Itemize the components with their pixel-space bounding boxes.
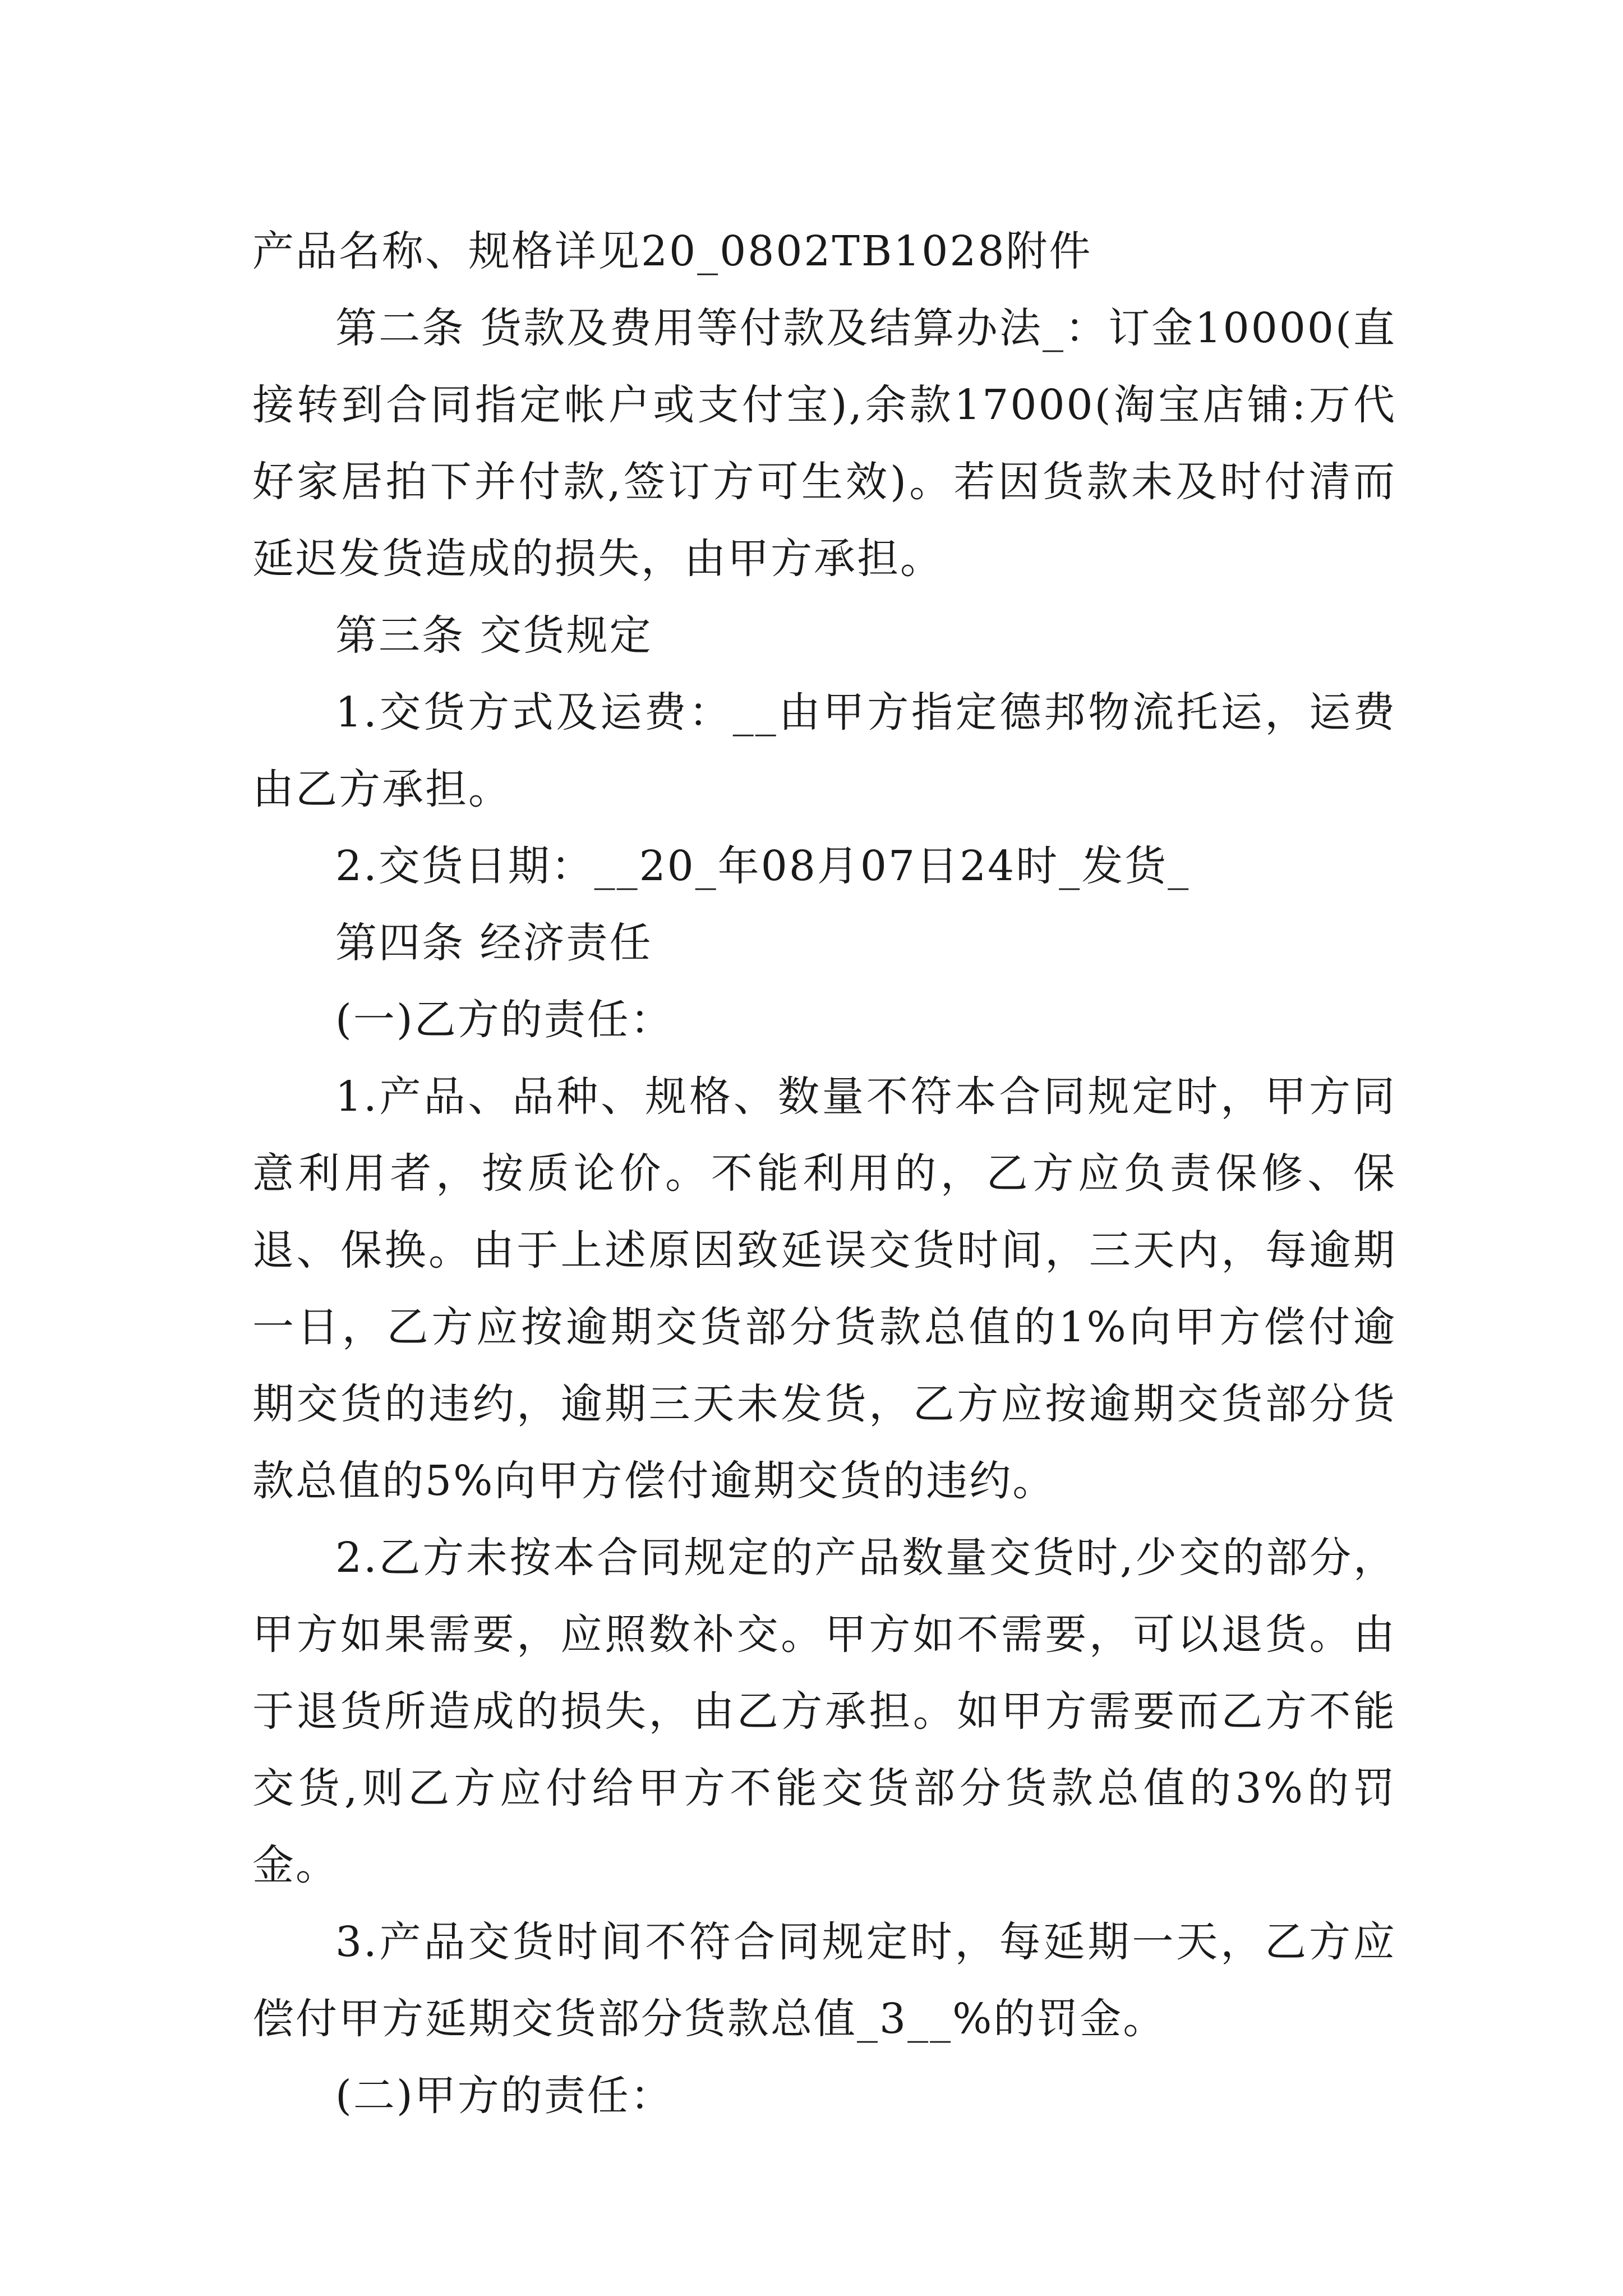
paragraph-party-b-item-1: 1.产品、品种、规格、数量不符本合同规定时，甲方同意利用者，按质论价。不能利用的，乙方应负责保修、保退、保换。由于上述原因致延误交货时间，三天内，每逾期一日，乙方应按逾期交货部分货款总值的1%向甲方偿付逾期交货的违约，逾期三天未发货，乙方应按逾期交货部分货款总值的5%向甲方偿付逾期交货的违约。 [252, 1073, 1396, 1505]
heading-article-3: 第三条 交货规定 [335, 611, 653, 660]
heading-party-b-responsibility: (一)乙方的责任： [335, 996, 674, 1044]
paragraph-party-b-item-2: 2.乙方未按本合同规定的产品数量交货时,少交的部分，甲方如果需要，应照数补交。甲方如不需要，可以退货。由于退货所造成的损失，由乙方承担。如甲方需要而乙方不能交货,则乙方应付给甲方不能交货部分货款总值的3%的罚金。 [252, 1534, 1396, 1889]
paragraph-delivery-method: 1.交货方式及运费：__由甲方指定德邦物流托运，运费由乙方承担。 [252, 688, 1396, 813]
heading-party-a-responsibility: (二)甲方的责任： [335, 2072, 674, 2120]
paragraph-delivery-date: 2.交货日期：__20_年08月07日24时_发货_ [335, 842, 1191, 890]
heading-article-4: 第四条 经济责任 [335, 919, 653, 967]
paragraph-product-spec: 产品名称、规格详见20_0802TB1028附件 [252, 227, 1092, 275]
paragraph-party-b-item-3: 3.产品交货时间不符合同规定时，每延期一天，乙方应偿付甲方延期交货部分货款总值_3__%的罚金。 [252, 1918, 1396, 2043]
document-body [252, 213, 1396, 2134]
paragraph-article-2-payment: 第二条 货款及费用等付款及结算办法_：订金10000(直接转到合同指定帐户或支付宝),余款17000(淘宝店铺:万代好家居拍下并付款,签订方可生效)。若因货款未及时付清而延迟发货造成的损失，由甲方承担。 [252, 304, 1396, 583]
